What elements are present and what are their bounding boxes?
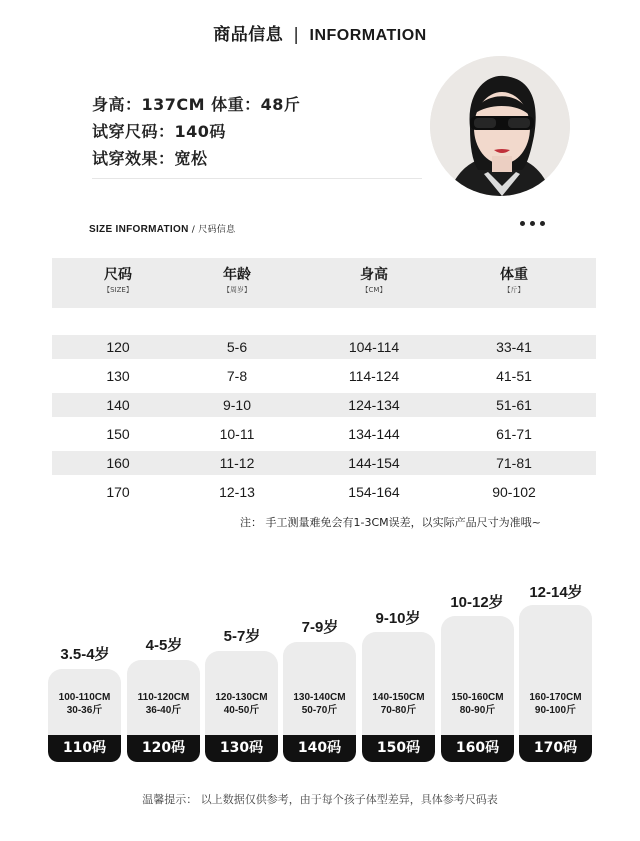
cell-age: 7-8: [226, 368, 248, 384]
size-card: [519, 605, 592, 762]
cell-weight: 41-51: [496, 368, 532, 384]
more-dots-icon: [520, 221, 545, 226]
cell-height: 134-144: [348, 426, 400, 442]
card-weight: 30-36斤: [66, 705, 103, 716]
header-height: [324, 266, 424, 296]
title-separator: |: [293, 25, 300, 45]
size-card: [362, 632, 435, 762]
card-size-label: 150码: [362, 735, 435, 762]
card-weight: 50-70斤: [301, 705, 338, 716]
card-age: 4-5岁: [145, 637, 183, 654]
model-avatar: [430, 56, 570, 196]
cell-size: 130: [106, 368, 130, 384]
card-size-label: 110码: [48, 735, 121, 762]
card-weight: 70-80斤: [380, 705, 417, 716]
size-table-header: [52, 258, 596, 308]
header-weight-sub: 【斤】: [503, 286, 525, 294]
cell-weight: 71-81: [496, 455, 532, 471]
size-info-cn: / 尺码信息: [188, 225, 236, 235]
size-card: [48, 669, 121, 762]
card-height: 120-130CM: [215, 692, 268, 703]
card-height: 100-110CM: [58, 692, 111, 703]
header-height-label: 身高: [360, 267, 388, 283]
table-row: [52, 364, 596, 388]
reference-tip: 温馨提示： 以上数据仅供参考，由于每个孩子体型差异，具体参考尺码表: [142, 793, 498, 806]
cell-size: 160: [106, 455, 130, 471]
cell-age: 12-13: [219, 484, 255, 500]
card-size-label: 130码: [205, 735, 278, 762]
cell-age: 10-11: [219, 426, 255, 442]
cell-weight: 33-41: [496, 339, 532, 355]
cell-size: 140: [106, 397, 130, 413]
header-age-label: 年龄: [223, 267, 251, 283]
table-row: [52, 335, 596, 359]
size-card: [441, 616, 514, 762]
card-weight: 80-90斤: [459, 705, 496, 716]
card-height: 150-160CM: [451, 692, 504, 703]
size-card: [283, 642, 356, 762]
cell-age: 11-12: [219, 455, 255, 471]
model-tried-size: 试穿尺码：140码: [92, 122, 226, 141]
card-age: 12-14岁: [529, 584, 583, 601]
card-weight: 90-100斤: [534, 705, 577, 716]
card-age: 10-12岁: [450, 594, 504, 611]
card-age: 9-10岁: [375, 610, 421, 627]
table-row: [52, 422, 596, 446]
card-age: 3.5-4岁: [60, 646, 110, 663]
size-card: [205, 651, 278, 762]
header-size-label: 尺码: [104, 267, 132, 283]
cell-height: 124-134: [348, 397, 400, 413]
cell-height: 114-124: [348, 368, 400, 384]
cell-weight: 51-61: [496, 397, 532, 413]
measurement-note: 注： 手工测量难免会有1-3CM误差，以实际产品尺寸为准哦~: [240, 516, 541, 529]
cell-height: 154-164: [348, 484, 400, 500]
cell-size: 170: [106, 484, 130, 500]
card-weight: 40-50斤: [223, 705, 260, 716]
card-size-label: 170码: [519, 735, 592, 762]
card-height: 110-120CM: [137, 692, 190, 703]
header-weight-label: 体重: [500, 267, 528, 283]
card-size-label: 140码: [283, 735, 356, 762]
model-fit-effect: 试穿效果：宽松: [92, 149, 208, 168]
card-height: 140-150CM: [372, 692, 425, 703]
title-cn: 商品信息: [213, 25, 284, 45]
cell-height: 104-114: [348, 339, 400, 355]
card-size-label: 160码: [441, 735, 514, 762]
model-portrait-icon: [430, 56, 570, 196]
size-info-en: SIZE INFORMATION: [89, 224, 189, 235]
cell-age: 5-6: [226, 339, 248, 355]
table-row: [52, 480, 596, 504]
card-height: 130-140CM: [293, 692, 346, 703]
card-age: 5-7岁: [223, 628, 261, 645]
cell-weight: 61-71: [496, 426, 532, 442]
cell-age: 9-10: [222, 397, 252, 413]
title-en: INFORMATION: [309, 27, 427, 44]
cell-size: 120: [106, 339, 130, 355]
model-height-weight: 身高：137CM 体重：48斤: [92, 95, 301, 114]
page-title: [0, 20, 640, 45]
cell-height: 144-154: [348, 455, 400, 471]
info-divider: [92, 178, 422, 179]
header-age-sub: 【周岁】: [223, 286, 251, 294]
header-height-sub: 【CM】: [361, 286, 387, 294]
header-weight: [464, 266, 564, 296]
cell-weight: 90-102: [492, 484, 536, 500]
cell-size: 150: [106, 426, 130, 442]
card-size-label: 120码: [127, 735, 200, 762]
header-size: [68, 266, 168, 296]
size-info-heading: [89, 222, 235, 235]
header-age: [187, 266, 287, 296]
header-size-sub: 【SIZE】: [103, 286, 133, 294]
table-row: [52, 393, 596, 417]
table-row: [52, 451, 596, 475]
card-height: 160-170CM: [529, 692, 582, 703]
card-weight: 36-40斤: [145, 705, 182, 716]
card-age: 7-9岁: [301, 619, 339, 636]
size-card: [127, 660, 200, 762]
